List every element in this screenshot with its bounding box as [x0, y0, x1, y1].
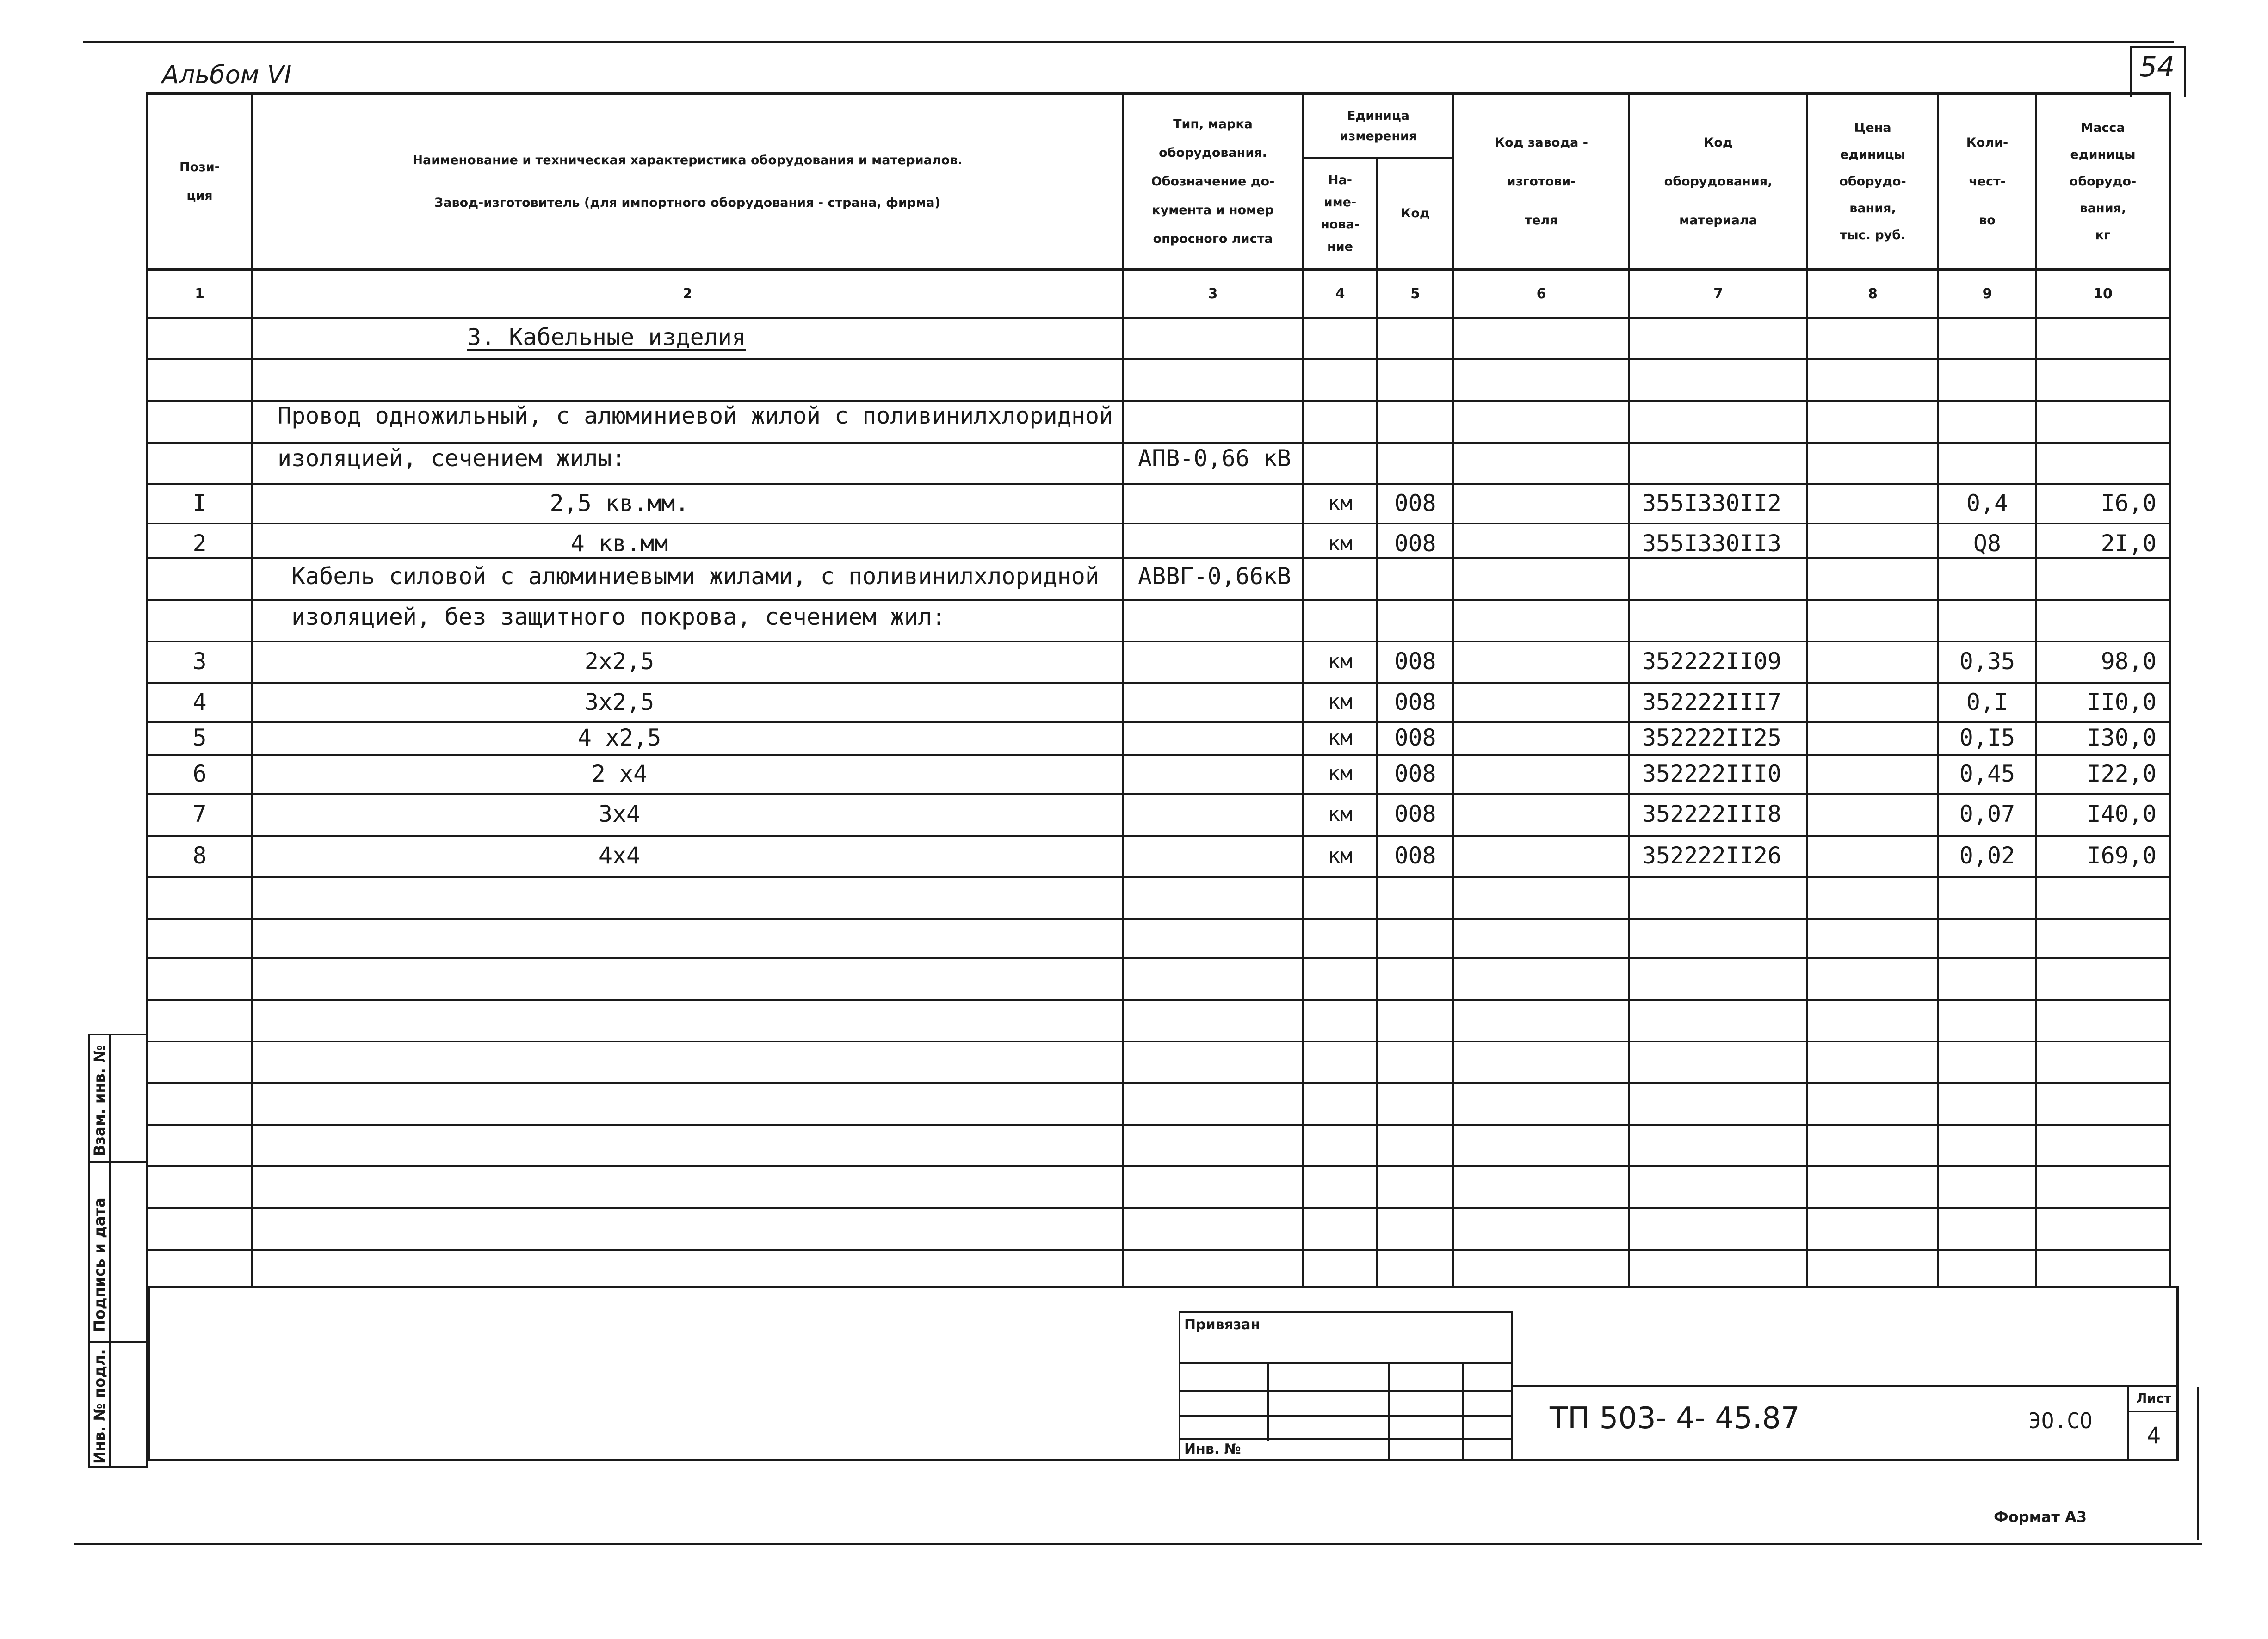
- row-8-qty: 0,02: [1959, 842, 2015, 869]
- row-8-unit: км: [1328, 844, 1353, 868]
- unit-group-header: Единица измерения: [1339, 108, 1417, 143]
- table-row-line: [146, 599, 2171, 601]
- row-6-unit: км: [1328, 762, 1353, 785]
- group1-desc-line2: изоляцией, сечением жилы:: [278, 445, 626, 472]
- row-8-pos: 8: [192, 842, 207, 869]
- row-2-unit: км: [1328, 531, 1353, 555]
- colnum-7: 7: [1713, 285, 1723, 302]
- row-2-name: 4 кв.мм: [570, 530, 668, 557]
- group1-type: АПВ-0,66 кВ: [1138, 445, 1292, 472]
- colnum-4: 4: [1335, 285, 1345, 302]
- doc-mark: ЭО.СО: [2028, 1408, 2093, 1433]
- row-8-unit-code: 008: [1394, 842, 1436, 869]
- row-1-code: 355I330II2: [1642, 489, 1782, 517]
- row-7-qty: 0,07: [1959, 801, 2015, 827]
- group1-desc-line1: Провод одножильный, с алюминиевой жилой с поливинилхлоридной: [278, 402, 1113, 429]
- privyazan-vline-3: [1462, 1362, 1464, 1461]
- row-5-mass: I30,0: [2087, 724, 2157, 751]
- row-1-qty: 0,4: [1966, 489, 2008, 517]
- row-6-pos: 6: [192, 760, 207, 787]
- privyazan-vline-2: [1388, 1362, 1390, 1461]
- table-row-line: [146, 957, 2171, 959]
- title-block-frame: [148, 1286, 2179, 1461]
- colnum-9: 9: [1982, 285, 1992, 302]
- table-row-line: [146, 358, 2171, 360]
- row-7-name: 3x4: [598, 801, 641, 827]
- row-5-pos: 5: [192, 724, 207, 751]
- side-label-podpis: Подпись и дата: [91, 1197, 108, 1332]
- row-6-mass: I22,0: [2087, 760, 2157, 787]
- row-8-mass: I69,0: [2087, 842, 2157, 869]
- row-5-qty: 0,I5: [1959, 724, 2015, 751]
- row-3-unit: км: [1328, 649, 1353, 673]
- row-6-name: 2 x4: [591, 760, 648, 787]
- colnum-8: 8: [1868, 285, 1878, 302]
- side-stamp-line-2: [88, 1341, 148, 1343]
- group2-desc-line1: Кабель силовой с алюминиевыми жилами, с поливинилхлоридной: [291, 563, 1099, 590]
- col2-header: Наименование и техническая характеристика оборудования и материалов. Завод-изготовитель (для импортного оборудования - страна, фирма): [412, 153, 963, 210]
- row-2-unit-code: 008: [1394, 530, 1436, 557]
- row-3-pos: 3: [192, 648, 207, 675]
- row-4-name: 3x2,5: [584, 688, 655, 715]
- side-label-inv-podl: Инв. № подл.: [91, 1349, 108, 1464]
- row-4-unit-code: 008: [1394, 688, 1436, 715]
- right-page-edge: [2197, 1387, 2199, 1540]
- table-row-line: [146, 400, 2171, 402]
- privyazan-label: Привязан: [1184, 1317, 1261, 1333]
- row-5-unit: км: [1328, 726, 1353, 750]
- col6-header: Код завода - изготови- теля: [1495, 135, 1588, 228]
- colnum-10: 10: [2093, 285, 2113, 302]
- table-row-line: [146, 999, 2171, 1001]
- row-7-unit: км: [1328, 802, 1353, 826]
- section-title: 3. Кабельные изделия: [467, 324, 746, 351]
- row-2-pos: 2: [192, 530, 207, 557]
- album-label: Альбом VI: [162, 60, 292, 89]
- row-1-unit: км: [1328, 491, 1353, 515]
- row-2-code: 355I330II3: [1642, 530, 1782, 557]
- row-3-qty: 0,35: [1959, 648, 2015, 675]
- colnum-2: 2: [682, 285, 692, 302]
- doc-code-top-line: [1513, 1385, 2179, 1387]
- row-4-qty: 0,I: [1966, 688, 2008, 715]
- row-8-code: 352222II26: [1642, 842, 1782, 869]
- table-row-line: [146, 1082, 2171, 1084]
- table-row-line: [146, 876, 2171, 878]
- colnum-1: 1: [195, 285, 204, 302]
- table-row-line: [146, 442, 2171, 444]
- top-frame-line: [83, 41, 2174, 43]
- row-6-unit-code: 008: [1394, 760, 1436, 787]
- colnum-3: 3: [1208, 285, 1218, 302]
- group2-desc-line2: изоляцией, без защитного покрова, сечением жил:: [291, 604, 946, 630]
- row-4-pos: 4: [192, 688, 207, 715]
- sheet-label: Лист: [2136, 1391, 2171, 1406]
- row-4-code: 352222III7: [1642, 688, 1782, 715]
- row-7-code: 352222III8: [1642, 801, 1782, 827]
- colnum-bottom-line: [146, 317, 2171, 319]
- row-1-unit-code: 008: [1394, 489, 1436, 517]
- doc-code: ТП 503- 4- 45.87: [1550, 1401, 1800, 1436]
- side-label-vzam: Взам. инв. №: [91, 1045, 108, 1156]
- table-row-line: [146, 1124, 2171, 1126]
- table-row-line: [146, 918, 2171, 920]
- row-1-pos: I: [192, 489, 207, 517]
- row-1-mass: I6,0: [2101, 489, 2157, 517]
- row-3-mass: 98,0: [2101, 648, 2157, 675]
- row-3-code: 352222II09: [1642, 648, 1782, 675]
- colnum-6: 6: [1536, 285, 1546, 302]
- table-row-line: [146, 1041, 2171, 1042]
- row-2-qty: Q8: [1973, 530, 2002, 557]
- row-8-name: 4x4: [598, 842, 641, 869]
- row-2-mass: 2I,0: [2101, 530, 2157, 557]
- row-7-pos: 7: [192, 801, 207, 827]
- row-7-unit-code: 008: [1394, 801, 1436, 827]
- table-row-line: [146, 1249, 2171, 1251]
- row-3-name: 2x2,5: [584, 648, 655, 675]
- bottom-page-line: [74, 1543, 2202, 1545]
- row-6-qty: 0,45: [1959, 760, 2015, 787]
- row-5-code: 352222II25: [1642, 724, 1782, 751]
- col7-header: Код оборудования, материала: [1664, 135, 1773, 228]
- row-5-name: 4 x2,5: [577, 724, 661, 751]
- colnum-5: 5: [1410, 285, 1420, 302]
- row-4-unit: км: [1328, 690, 1353, 714]
- row-1-name: 2,5 кв.мм.: [550, 489, 689, 517]
- row-6-code: 352222III0: [1642, 760, 1782, 787]
- inv-no-label: Инв. №: [1184, 1441, 1241, 1457]
- col8-header: Цена единицы оборудо- вания, тыс. руб.: [1839, 120, 1906, 242]
- group2-type: АВВГ-0,66кВ: [1138, 563, 1292, 590]
- col1-header: Пози- ция: [179, 160, 220, 203]
- row-7-mass: I40,0: [2087, 801, 2157, 827]
- row-5-unit-code: 008: [1394, 724, 1436, 751]
- col3-header: Тип, марка оборудования. Обозначение до- кумента и номер опросного листа: [1151, 117, 1275, 246]
- format-label: Формат А3: [1994, 1508, 2087, 1526]
- privyazan-vline-1: [1267, 1362, 1269, 1441]
- table-row-line: [146, 1207, 2171, 1209]
- row-4-mass: II0,0: [2087, 688, 2157, 715]
- col10-header: Масса единицы оборудо- вания, кг: [2069, 120, 2137, 242]
- side-stamp-divider: [109, 1034, 111, 1468]
- page-number: 54: [2139, 51, 2175, 83]
- side-stamp-line-1: [88, 1161, 148, 1163]
- sheet-number: 4: [2146, 1422, 2161, 1449]
- col4-header: На- име- нова- ние: [1321, 173, 1360, 254]
- row-3-unit-code: 008: [1394, 648, 1436, 675]
- col9-header: Коли- чест- во: [1966, 135, 2008, 228]
- table-row-line: [146, 1165, 2171, 1167]
- col5-header: Код: [1401, 206, 1430, 221]
